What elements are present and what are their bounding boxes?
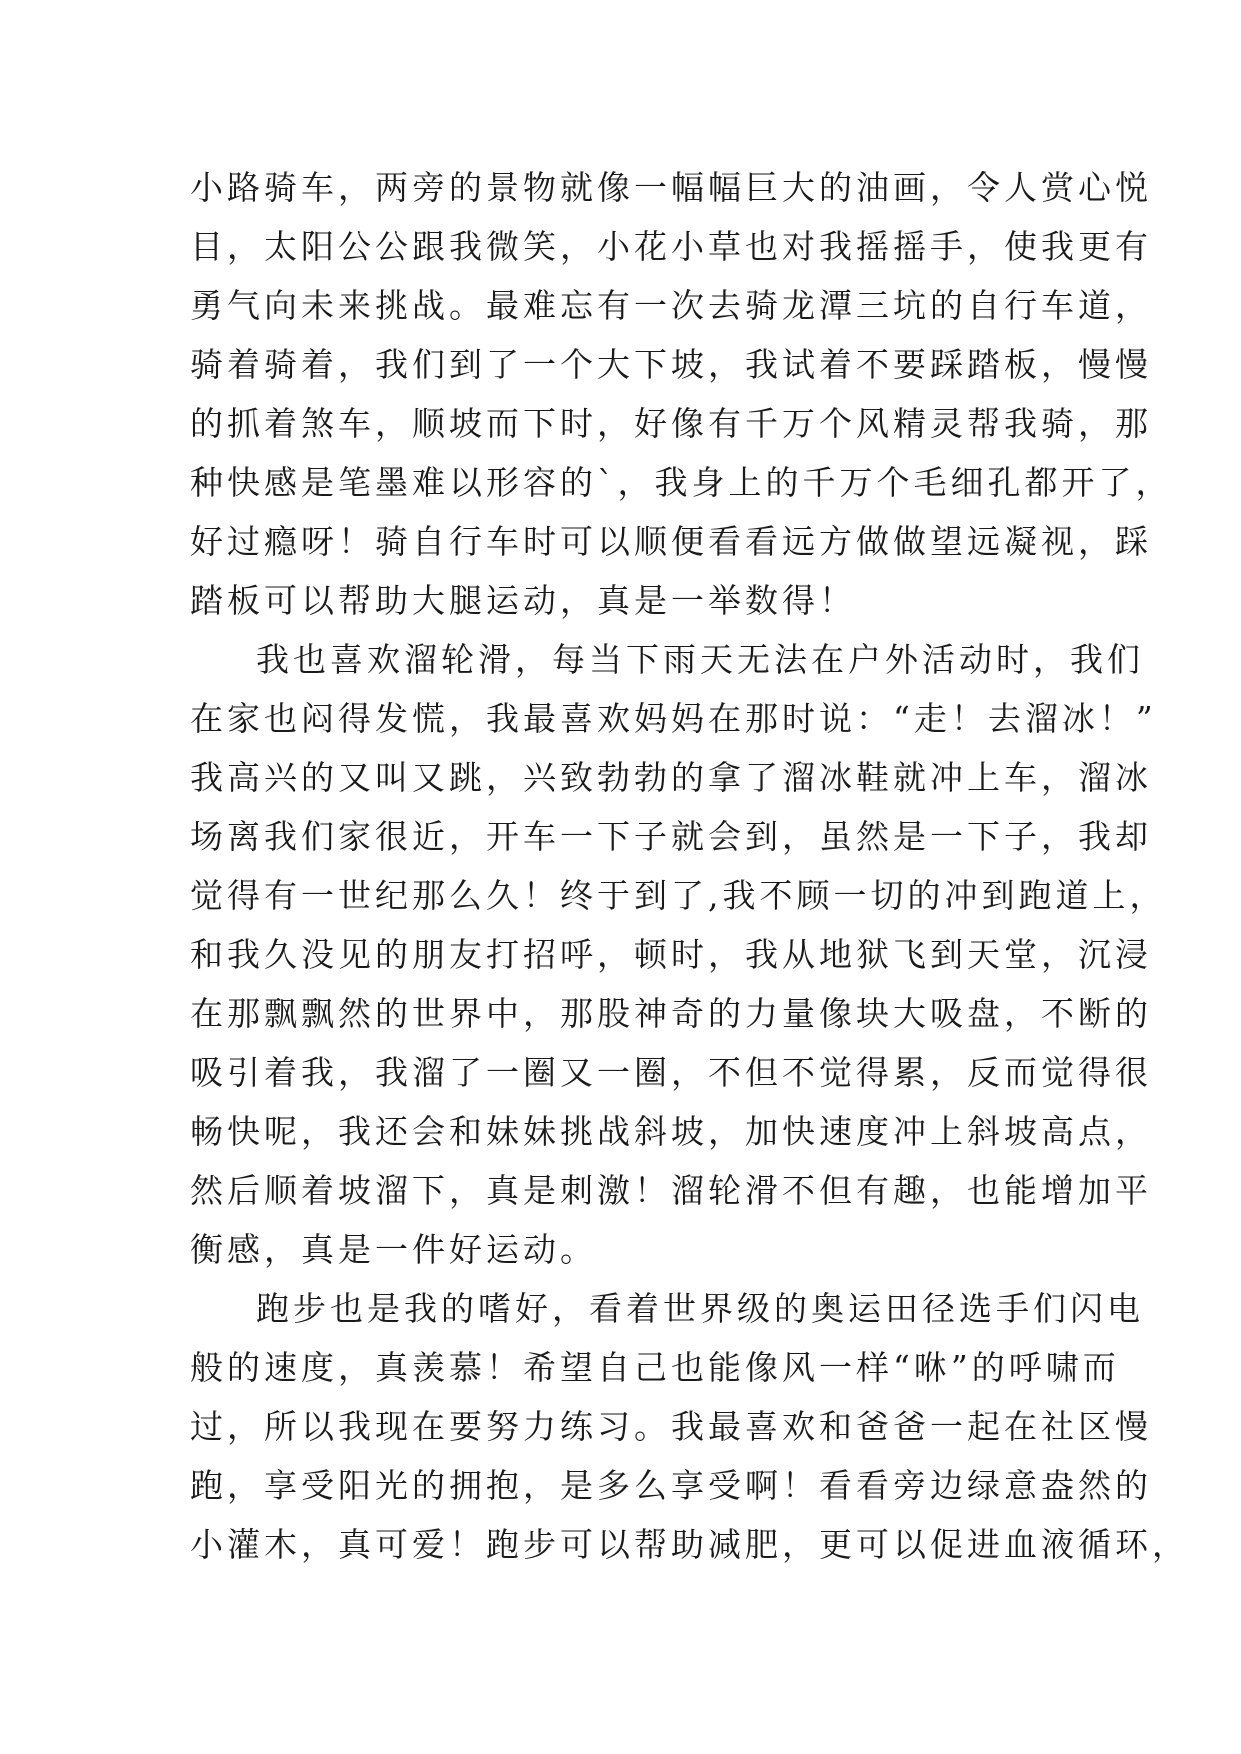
text-line: 我高兴的又叫又跳，兴致勃勃的拿了溜冰鞋就冲上车，溜冰 — [190, 758, 1152, 797]
text-line: 在家也闷得发慌，我最喜欢妈妈在那时说：“走！去溜冰！” — [190, 699, 1157, 738]
text-line: 的抓着煞车，顺坡而下时，好像有千万个风精灵帮我骑，那 — [190, 404, 1152, 443]
text-line: 畅快呢，我还会和妹妹挑战斜坡，加快速度冲上斜坡高点， — [190, 1112, 1152, 1151]
text-line: 我也喜欢溜轮滑，每当下雨天无法在户外活动时，我们 — [256, 640, 1144, 679]
text-line: 场离我们家很近，开车一下子就会到，虽然是一下子，我却 — [190, 817, 1152, 856]
text-line: 般的速度，真羡慕！希望自己也能像风一样“咻”的呼啸而 — [190, 1348, 1120, 1387]
text-line: 目，太阳公公跟我微笑，小花小草也对我摇摇手，使我更有 — [190, 227, 1152, 266]
text-line: 和我久没见的朋友打招呼，顿时，我从地狱飞到天堂，沉浸 — [190, 935, 1152, 974]
text-line: 种快感是笔墨难以形容的`，我身上的千万个毛细孔都开了， — [190, 463, 1173, 502]
text-line: 勇气向未来挑战。最难忘有一次去骑龙潭三坑的自行车道， — [190, 286, 1152, 325]
text-line: 跑步也是我的嗜好，看着世界级的奥运田径选手们闪电 — [256, 1289, 1144, 1328]
text-line: 觉得有一世纪那么久！终于到了,我不顾一切的冲到跑道上， — [190, 876, 1167, 915]
text-line: 衡感，真是一件好运动。 — [190, 1230, 597, 1269]
text-line: 过，所以我现在要努力练习。我最喜欢和爸爸一起在社区慢 — [190, 1407, 1152, 1446]
text-line: 跑，享受阳光的拥抱，是多么享受啊！看看旁边绿意盎然的 — [190, 1466, 1152, 1505]
text-line: 踏板可以帮助大腿运动，真是一举数得！ — [190, 581, 856, 620]
text-line: 小灌木，真可爱！跑步可以帮助减肥，更可以促进血液循环， — [190, 1525, 1189, 1564]
text-line: 骑着骑着，我们到了一个大下坡，我试着不要踩踏板，慢慢 — [190, 345, 1152, 384]
text-line: 好过瘾呀！骑自行车时可以顺便看看远方做做望远凝视，踩 — [190, 522, 1152, 561]
text-line: 吸引着我，我溜了一圈又一圈，不但不觉得累，反而觉得很 — [190, 1053, 1152, 1092]
body-text — [190, 158, 1189, 1574]
text-line: 小路骑车，两旁的景物就像一幅幅巨大的油画，令人赏心悦 — [190, 168, 1152, 207]
text-line: 在那飘飘然的世界中，那股神奇的力量像块大吸盘，不断的 — [190, 994, 1152, 1033]
text-line: 然后顺着坡溜下，真是刺激！溜轮滑不但有趣，也能增加平 — [190, 1171, 1152, 1210]
